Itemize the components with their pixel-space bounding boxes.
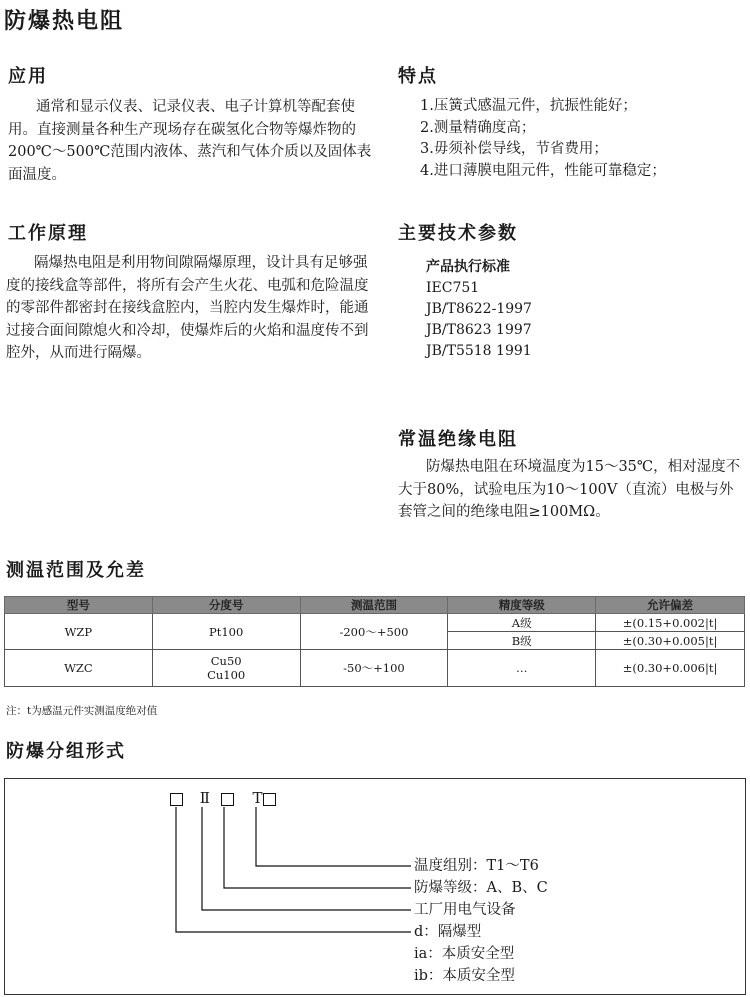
cell-tolerance: ±(0.30+0.006|t| (596, 650, 745, 687)
range-table (4, 596, 745, 687)
application-heading: 应用 (8, 66, 48, 87)
principle-text: 隔爆热电阻是利用物间隙隔爆原理，设计具有足够强度的接线盒等部件，将所有会产生火花、电弧和危险温度的零部件都密封在接线盒腔内，当腔内发生爆炸时，能通过接合面间隙熄火和冷却，使爆炸后的火焰和温度传不到腔外，从而进行隔爆。 (6, 255, 369, 361)
features-list (420, 96, 740, 182)
cell-grade: B级 (448, 632, 596, 650)
cell-graduation: Pt100 (152, 614, 300, 650)
feature-item: 3.毋须补偿导线，节省费用； (420, 141, 608, 157)
col-model: 型号 (5, 597, 153, 614)
cell-model: WZP (5, 614, 153, 650)
table-row (5, 614, 745, 632)
application-text: 通常和显示仪表、记录仪表、电子计算机等配套使用。直接测量各种生产现场存在碳氢化合物等爆炸物的 200℃～500℃范围内液体、蒸汽和气体介质以及固体表面温度。 (8, 99, 372, 183)
cell-range: -200～+500 (300, 614, 448, 650)
feature-item: 4.进口薄膜电阻元件，性能可靠稳定； (420, 162, 666, 179)
range-heading: 测温范围及允差 (6, 560, 146, 581)
principle-heading: 工作原理 (8, 223, 88, 244)
standard-item: JB/T8622-1997 (426, 301, 532, 317)
cell-grade: A级 (448, 614, 596, 632)
code-box-1 (170, 793, 183, 806)
grouping-heading: 防爆分组形式 (6, 741, 126, 762)
feature-item: 1.压簧式感温元件，抗振性能好； (420, 98, 637, 114)
cell-tolerance: ±(0.30+0.005|t| (596, 632, 745, 650)
grouping-box (4, 778, 746, 995)
table-note: 注：t为感温元件实测温度绝对值 (6, 705, 158, 717)
code-t: T (252, 789, 263, 807)
col-tolerance: 允许偏差 (596, 597, 745, 614)
table-row (5, 650, 745, 687)
cell-graduation (152, 650, 300, 687)
col-graduation: 分度号 (152, 597, 300, 614)
insulation-heading: 常温绝缘电阻 (398, 429, 518, 450)
features-heading: 特点 (398, 66, 438, 87)
cell-range: -50～+100 (300, 650, 448, 687)
code-box-3 (263, 793, 276, 806)
group-label: 工厂用电气设备 (414, 902, 516, 918)
page-title: 防爆热电阻 (4, 9, 125, 34)
cell-tolerance: ±(0.15+0.002|t| (596, 614, 745, 632)
standards-heading: 产品执行标准 (426, 259, 510, 275)
col-range: 测温范围 (300, 597, 448, 614)
insulation-text: 防爆热电阻在环境温度为15～35℃，相对湿度不大于80%，试验电压为10～100V（直流）电极与外套管之间的绝缘电阻≥100MΩ。 (398, 459, 741, 520)
graduation-line: Cu100 (207, 668, 246, 682)
code-box-2 (221, 793, 234, 806)
group-label: 防爆等级：A、B、C (414, 880, 548, 896)
group-label: 温度组别：T1～T6 (414, 858, 539, 874)
group-label: ib：本质安全型 (414, 968, 515, 984)
standard-item: JB/T8623 1997 (426, 322, 532, 338)
standards-list (426, 278, 532, 362)
cell-grade: … (448, 650, 596, 687)
table-header-row (5, 597, 745, 614)
standard-item: JB/T5518 1991 (426, 343, 532, 359)
group-label: ia：本质安全型 (414, 946, 515, 962)
grouping-code (170, 789, 276, 807)
standard-item: IEC751 (426, 280, 480, 296)
group-label: d：隔爆型 (414, 924, 482, 940)
grouping-connector-lines (5, 779, 745, 994)
feature-item: 2.测量精确度高； (420, 119, 536, 136)
params-heading: 主要技术参数 (398, 223, 518, 244)
code-roman: Ⅱ (199, 789, 210, 807)
col-grade: 精度等级 (448, 597, 596, 614)
graduation-line: Cu50 (210, 654, 242, 668)
cell-model: WZC (5, 650, 153, 687)
